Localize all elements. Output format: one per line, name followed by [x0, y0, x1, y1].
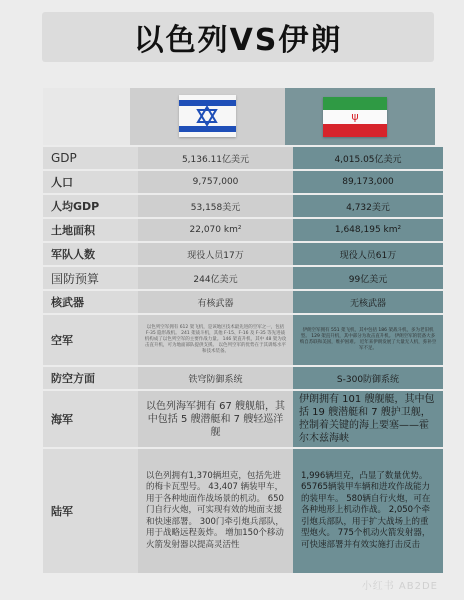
- table-row: [43, 243, 443, 265]
- comparison-table: [43, 145, 443, 575]
- table-row: [43, 367, 443, 389]
- row-label: 空军: [43, 315, 138, 365]
- iran-value: 4,732美元: [293, 195, 443, 217]
- iran-value: S-300防御系统: [293, 367, 443, 389]
- israel-value: 以色列拥有1,370辆坦克，包括先进的梅卡瓦型号。 43,407 辆装甲车，用于各种地面作战场景的机动。 650门自行火炮，可实现有效的地面支援和快速部署。 300门牵引炮兵部队，用于战略远程轰炸。 增加150个移动火箭发射器以提高灵活性: [138, 449, 293, 573]
- iran-value: 无核武器: [293, 291, 443, 313]
- israel-value: 53,158美元: [138, 195, 293, 217]
- iran-emblem-icon: ψ: [351, 110, 359, 123]
- iran-value: 现役人员61万: [293, 243, 443, 265]
- israel-value: 以色列海军拥有 67 艘舰船，其中包括 5 艘潜艇和 7 艘轻巡洋舰: [138, 391, 293, 447]
- row-label: 人口: [43, 171, 138, 193]
- row-label: 陆军: [43, 449, 138, 573]
- iran-value: 4,015.05亿美元: [293, 147, 443, 169]
- israel-value: 有核武器: [138, 291, 293, 313]
- israel-value: 9,757,000: [138, 171, 293, 193]
- israel-value: 铁穹防御系统: [138, 367, 293, 389]
- row-label: 核武器: [43, 291, 138, 313]
- israel-value: 以色列空军拥有 612 架飞机，是该地区技术最先进的空军之一，包括 F-35 隐形战机。 241 架战斗机，其他 F-15、F-16 及 F-35 等先进战机构成了以色列空军的主要作战力量。 146 架直升机，其中 48 架为攻击直升机，可为地面部队提供支援。 以色列空军的优势在于其训练水平和技术装备。: [138, 315, 293, 365]
- israel-flag-icon: [179, 95, 236, 137]
- table-row: [43, 267, 443, 289]
- row-label: 人均GDP: [43, 195, 138, 217]
- table-row: [43, 391, 443, 447]
- iran-value: 89,173,000: [293, 171, 443, 193]
- iran-value: 伊朗空军拥有 551 架飞机，其中包括 186 架战斗机，多为老旧机型。 129 架直升机，其中部分为攻击直升机。 伊朗空军的装备大多购自苏联和美国，维护困难。 近年来伊朗发展了大量无人机，弥补空军不足。: [293, 315, 443, 365]
- row-label: 国防预算: [43, 267, 138, 289]
- iran-value: 1,648,195 km²: [293, 219, 443, 241]
- iran-value: 99亿美元: [293, 267, 443, 289]
- row-label: GDP: [43, 147, 138, 169]
- table-row: [43, 195, 443, 217]
- israel-value: 244亿美元: [138, 267, 293, 289]
- row-label: 海军: [43, 391, 138, 447]
- table-row: [43, 291, 443, 313]
- iran-flag-icon: [323, 97, 387, 137]
- header-blank-cell: [43, 88, 130, 145]
- row-label: 防空方面: [43, 367, 138, 389]
- israel-value: 22,070 km²: [138, 219, 293, 241]
- israel-value: 5,136.11亿美元: [138, 147, 293, 169]
- star-of-david-icon: [196, 106, 218, 126]
- table-row: [43, 449, 443, 573]
- israel-value: 现役人员17万: [138, 243, 293, 265]
- row-label: 土地面积: [43, 219, 138, 241]
- page-title: 以色列VS伊朗: [42, 12, 434, 62]
- table-row: [43, 171, 443, 193]
- table-row: [43, 147, 443, 169]
- iran-value: 伊朗拥有 101 艘舰艇，其中包括 19 艘潜艇和 7 艘护卫舰，控制着关键的海上要塞——霍尔木兹海峡: [293, 391, 443, 447]
- table-row: [43, 219, 443, 241]
- row-label: 军队人数: [43, 243, 138, 265]
- watermark: 小红书 AB2DE: [361, 581, 438, 592]
- table-row: [43, 315, 443, 365]
- iran-value: 1,996辆坦克，凸显了数量优势。 65765辆装甲车辆和进攻作战能力的装甲车。 580辆自行火炮，可在各种地形上机动作战。 2,050个牵引炮兵部队，用于扩大战场上的重型炮火。 775个机动火箭发射器，可快速部署并有效实施打击反击: [293, 449, 443, 573]
